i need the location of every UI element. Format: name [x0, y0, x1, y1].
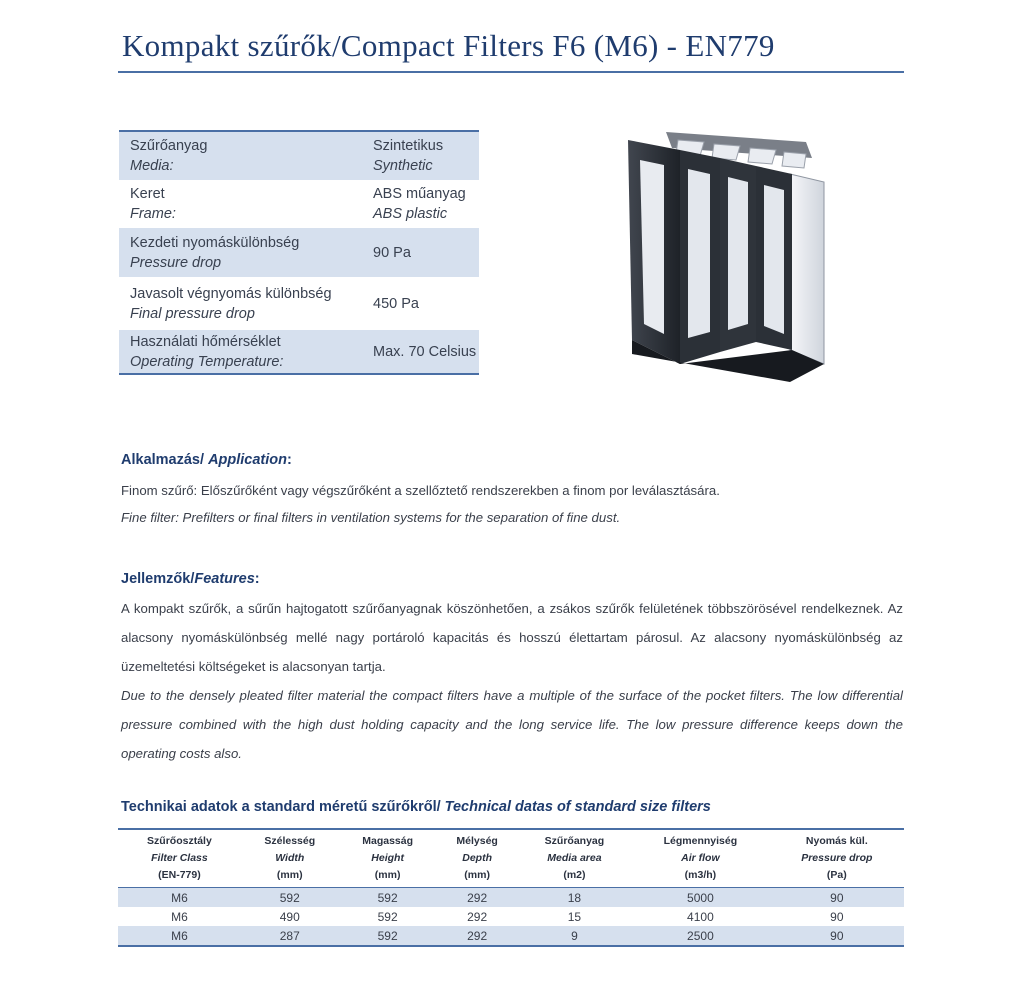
spec-label-hu: Keret [130, 186, 165, 202]
column-header-unit: (m3/h) [684, 869, 717, 881]
spec-row-pressure-drop [119, 228, 479, 277]
column-header-unit: (m2) [563, 869, 586, 881]
table-cell: 292 [437, 926, 518, 946]
application-heading-en: Application [208, 452, 288, 468]
spec-value-hu: Szintetikus [373, 138, 444, 154]
spec-label-en: Final pressure drop [130, 305, 255, 322]
spec-value [362, 136, 479, 176]
table-cell: 90 [770, 926, 904, 946]
application-text-hu: Finom szűrő: Előszűrőként vagy végszűrőként a szellőztető rendszerekben a finom por leválasztására. [121, 483, 720, 498]
spec-value [362, 184, 479, 224]
spec-value: 450 Pa [373, 295, 419, 312]
spec-value-en: Synthetic [373, 158, 433, 174]
column-header-en: Width [275, 852, 305, 864]
column-header-unit: (Pa) [826, 869, 847, 881]
application-heading [121, 452, 292, 468]
technical-heading [121, 799, 711, 815]
column-header-en: Filter Class [151, 852, 208, 864]
column-header-hu: Magasság [362, 835, 414, 847]
spec-label [119, 136, 362, 176]
application-text [121, 477, 903, 531]
features-heading-colon: : [254, 571, 260, 587]
table-cell: 490 [279, 909, 300, 924]
column-header-en: Pressure drop [801, 852, 873, 864]
column-header-unit: (mm) [374, 869, 401, 881]
features-text-hu: A kompakt szűrők, a sűrűn hajtogatott szűrőanyagnak köszönhetően, a zsákos szűrők felületének többszörösével rendelkeznek. Az alacsony nyomáskülönbség mellé nagy portároló kapacitás és hosszú élettartam párosul. Az alacsony nyomáskülönbség az üzemeltetési költségeket is alacsonyan tartja. [121, 601, 903, 674]
features-heading-hu: Jellemzők/ [121, 571, 195, 587]
compact-filter-image [620, 128, 832, 384]
table-cell: 292 [467, 909, 488, 924]
column-header-unit: (EN-779) [158, 869, 201, 881]
features-heading-en: Features [194, 571, 255, 587]
table-cell: 292 [437, 888, 518, 908]
column-header-en: Depth [462, 852, 492, 864]
page-title: Kompakt szűrők/Compact Filters F6 (M6) - EN779 [122, 28, 775, 63]
column-header-depth [437, 829, 518, 888]
column-header-hu: Szűrőanyag [544, 835, 605, 847]
column-header-en: Air flow [681, 852, 720, 864]
table-cell: 592 [241, 888, 339, 908]
column-header-hu: Mélység [456, 835, 498, 847]
table-row [118, 888, 904, 908]
table-cell: 592 [377, 909, 398, 924]
spec-label [119, 284, 362, 324]
technical-heading-en: Technical datas of standard size filters [444, 799, 711, 815]
table-cell: 4100 [687, 909, 714, 924]
column-header-unit: (mm) [276, 869, 303, 881]
table-row [118, 926, 904, 946]
spec-row-frame [119, 180, 479, 228]
spec-label-hu: Javasolt végnyomás különbség [130, 285, 332, 302]
table-cell: M6 [118, 888, 241, 908]
spec-label-hu: Szűrőanyag [130, 138, 208, 154]
column-header-width [241, 829, 339, 888]
spec-label [119, 332, 362, 372]
spec-label-en: Media: [130, 158, 174, 174]
column-header-hu: Légmennyiség [663, 835, 738, 847]
column-header-hu: Szélesség [264, 835, 316, 847]
column-header-en: Height [371, 852, 404, 864]
table-header-row [118, 829, 904, 888]
spec-value: 90 Pa [373, 244, 411, 261]
application-text-en: Fine filter: Prefilters or final filters in ventilation systems for the separation of fine dust. [121, 510, 621, 525]
spec-value-hu: ABS műanyag [373, 186, 466, 202]
column-header-air-flow [631, 829, 769, 888]
spec-label-hu: Kezdeti nyomáskülönbség [130, 234, 300, 251]
table-cell: M6 [171, 909, 188, 924]
title-underline [118, 71, 904, 73]
spec-row-operating-temperature [119, 330, 479, 373]
spec-row-final-pressure-drop [119, 277, 479, 330]
features-heading [121, 571, 260, 587]
spec-label-hu: Használati hőmérséklet [130, 333, 281, 350]
column-header-media-area [518, 829, 631, 888]
spec-label-en: Operating Temperature: [130, 353, 284, 370]
column-header-unit: (mm) [464, 869, 490, 881]
table-cell: 9 [518, 926, 631, 946]
column-header-en: Media area [547, 852, 602, 864]
features-text-en: Due to the densely pleated filter material the compact filters have a multiple of the surface of the pocket filters. The low differential pressure combined with the high dust holding capacity and the long service life. The low pressure difference keeps down the operating costs also. [121, 688, 903, 761]
column-header-height [339, 829, 437, 888]
column-header-hu: Nyomás kül. [805, 835, 868, 847]
application-heading-colon: : [287, 452, 292, 468]
table-cell: 90 [770, 888, 904, 908]
table-cell: 592 [339, 926, 437, 946]
table-row [118, 907, 904, 926]
technical-data-table [118, 828, 904, 947]
spec-value-en: ABS plastic [373, 206, 448, 222]
spec-label-en: Frame: [130, 206, 176, 222]
table-cell: 5000 [631, 888, 769, 908]
table-cell: 18 [518, 888, 631, 908]
technical-heading-hu: Technikai adatok a standard méretű szűrőkről/ [121, 799, 445, 815]
column-header-filter-class [118, 829, 241, 888]
table-cell: 592 [339, 888, 437, 908]
table-cell: 2500 [631, 926, 769, 946]
features-text [121, 594, 903, 768]
spec-value: Max. 70 Celsius [373, 343, 477, 360]
table-cell: 287 [241, 926, 339, 946]
application-heading-hu: Alkalmazás/ [121, 452, 209, 468]
table-cell: 15 [567, 909, 582, 924]
column-header-hu: Szűrőosztály [147, 835, 212, 847]
column-header-pressure-drop [770, 829, 904, 888]
table-cell: 90 [830, 909, 844, 924]
spec-label [119, 233, 362, 273]
spec-label [119, 184, 362, 224]
spec-label-en: Pressure drop [130, 254, 222, 271]
spec-row-media [119, 132, 479, 180]
table-cell: M6 [118, 926, 241, 946]
spec-table [119, 130, 479, 375]
